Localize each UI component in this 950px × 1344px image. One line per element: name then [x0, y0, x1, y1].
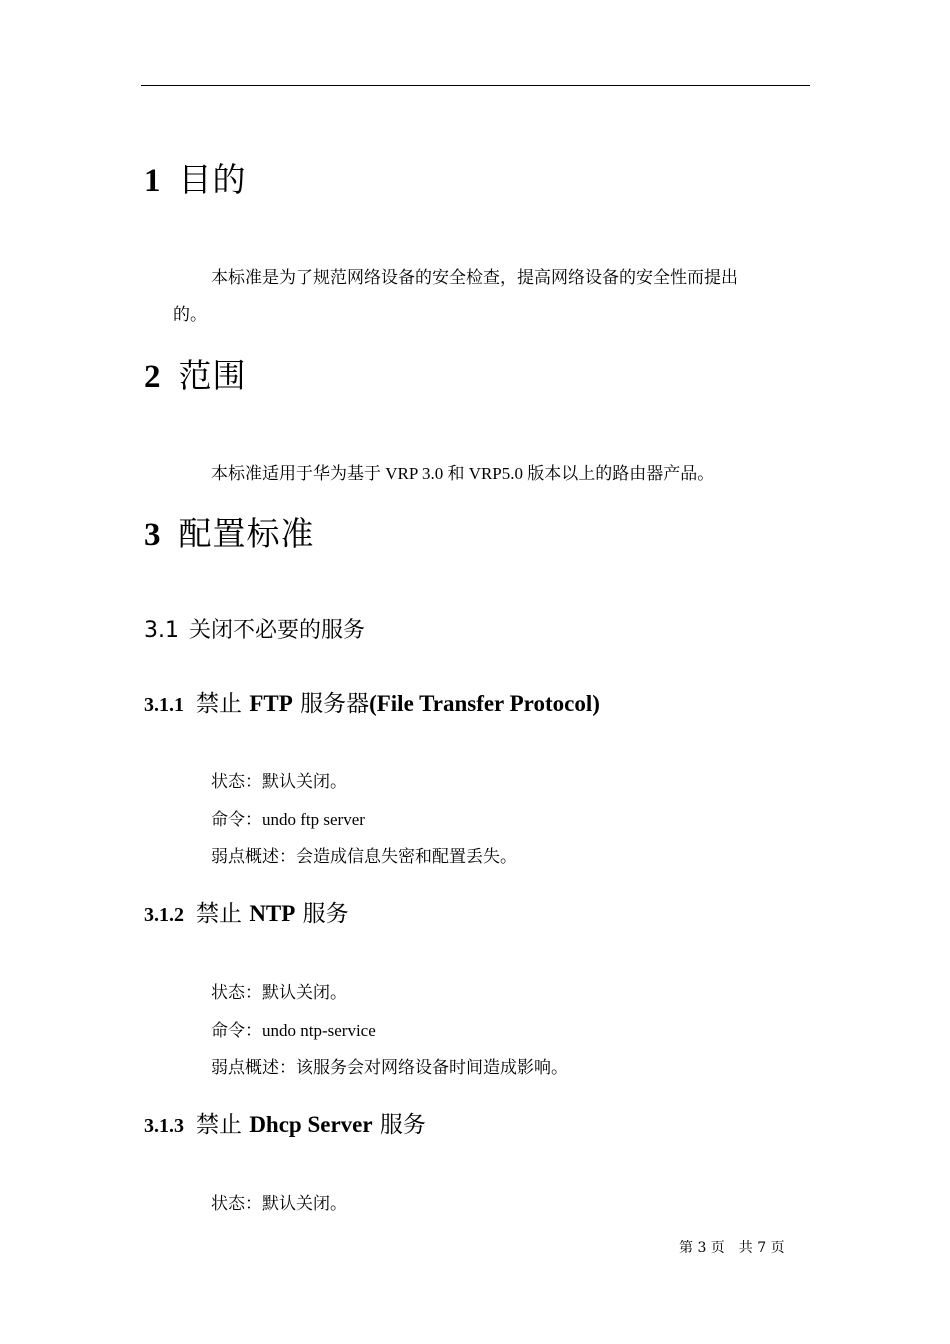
item-title-mid: 服务: [302, 901, 349, 927]
section-1-body-line2: 的。: [173, 305, 207, 325]
item-title-bold: Dhcp Server: [249, 1112, 373, 1137]
item-number: 3.1.2: [144, 904, 184, 926]
section-title: 配置标准: [178, 514, 315, 553]
section-number: 3: [144, 517, 161, 553]
item-3-1-3-status: 状态：默认关闭。: [211, 1194, 347, 1213]
item-title-bold2: (File Transfer Protocol): [369, 691, 600, 716]
item-number: 3.1.1: [144, 694, 184, 716]
subsection-3-1-heading: [144, 616, 365, 646]
item-title-bold: NTP: [249, 901, 296, 926]
section-3-heading: [144, 514, 315, 555]
item-3-1-2-heading: [144, 898, 349, 931]
item-title-mid: 服务器: [300, 691, 370, 717]
item-3-1-1-command: 命令：undo ftp server: [211, 810, 365, 829]
header-rule: [141, 85, 810, 86]
item-3-1-1-weakness: 弱点概述：会造成信息失密和配置丢失。: [211, 847, 517, 866]
item-title-bold: FTP: [249, 691, 293, 716]
item-number: 3.1.3: [144, 1115, 184, 1137]
section-2-heading: [144, 356, 247, 397]
section-title: 目的: [178, 160, 247, 199]
item-3-1-1-heading: [144, 688, 600, 721]
subsection-number: 3.1: [144, 618, 179, 643]
item-title-prefix: 禁止: [196, 691, 242, 717]
item-3-1-1-status: 状态：默认关闭。: [211, 772, 347, 791]
item-3-1-2-weakness: 弱点概述：该服务会对网络设备时间造成影响。: [211, 1058, 568, 1077]
section-number: 1: [144, 163, 161, 199]
item-title-prefix: 禁止: [196, 901, 242, 927]
page-number: 第 3 页 共 7 页: [679, 1240, 785, 1256]
section-1-heading: [144, 160, 247, 201]
item-3-1-3-heading: [144, 1109, 426, 1142]
item-3-1-2-status: 状态：默认关闭。: [211, 983, 347, 1002]
item-title-mid: 服务: [379, 1112, 426, 1138]
section-1-body-line1: 本标准是为了规范网络设备的安全检查，提高网络设备的安全性而提出: [211, 268, 738, 288]
item-3-1-2-command: 命令：undo ntp-service: [211, 1021, 376, 1040]
item-title-prefix: 禁止: [196, 1112, 242, 1138]
section-title: 范围: [178, 356, 247, 395]
section-number: 2: [144, 359, 161, 395]
subsection-title: 关闭不必要的服务: [189, 618, 366, 643]
section-2-body: 本标准适用于华为基于 VRP 3.0 和 VRP5.0 版本以上的路由器产品。: [211, 464, 715, 483]
